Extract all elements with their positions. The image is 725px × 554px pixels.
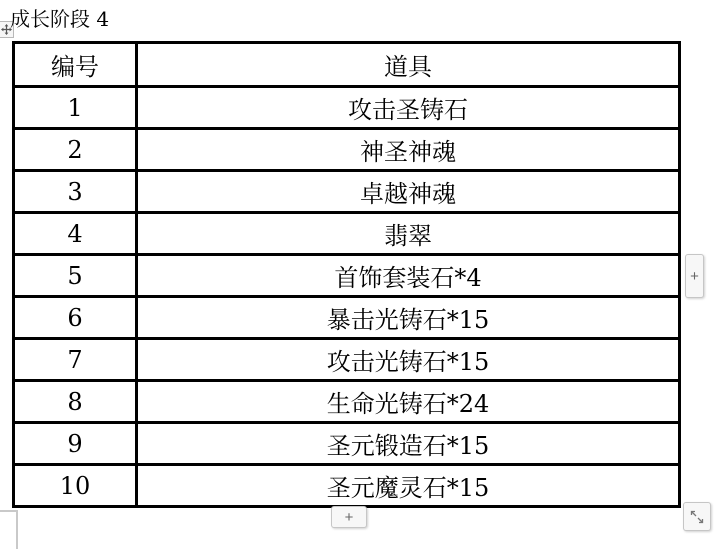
- table-body: [14, 87, 680, 507]
- item-name-cell[interactable]: 卓越神魂: [137, 171, 680, 213]
- table-row: [14, 465, 680, 507]
- item-name-cell[interactable]: 生命光铸石*24: [137, 381, 680, 423]
- header-cell-number[interactable]: 编号: [14, 43, 137, 87]
- item-name-cell[interactable]: 暴击光铸石*15: [137, 297, 680, 339]
- table-row: [14, 255, 680, 297]
- row-number-cell[interactable]: 7: [14, 339, 137, 381]
- text-boundary-corner-horizontal: [0, 510, 17, 512]
- table-resize-handle[interactable]: [683, 502, 711, 531]
- row-number-cell[interactable]: 2: [14, 129, 137, 171]
- item-name-cell[interactable]: 攻击光铸石*15: [137, 339, 680, 381]
- table-row: [14, 129, 680, 171]
- item-name-cell[interactable]: 首饰套装石*4: [137, 255, 680, 297]
- table-row: [14, 213, 680, 255]
- table-row: [14, 381, 680, 423]
- table-header-row: [14, 43, 680, 87]
- table-row: [14, 423, 680, 465]
- text-boundary-corner-vertical: [16, 510, 18, 549]
- row-number-cell[interactable]: 3: [14, 171, 137, 213]
- table-row: [14, 171, 680, 213]
- item-name-cell[interactable]: 攻击圣铸石: [137, 87, 680, 129]
- header-cell-item[interactable]: 道具: [137, 43, 680, 87]
- table-row: [14, 339, 680, 381]
- table-row: [14, 87, 680, 129]
- resize-icon: [689, 509, 705, 525]
- item-name-cell[interactable]: 翡翠: [137, 213, 680, 255]
- item-name-cell[interactable]: 圣元锻造石*15: [137, 423, 680, 465]
- add-row-button[interactable]: +: [331, 506, 367, 528]
- row-number-cell[interactable]: 10: [14, 465, 137, 507]
- row-number-cell[interactable]: 6: [14, 297, 137, 339]
- add-column-button[interactable]: +: [685, 254, 704, 298]
- table-row: [14, 297, 680, 339]
- row-number-cell[interactable]: 5: [14, 255, 137, 297]
- row-number-cell[interactable]: 1: [14, 87, 137, 129]
- item-name-cell[interactable]: 神圣神魂: [137, 129, 680, 171]
- item-name-cell[interactable]: 圣元魔灵石*15: [137, 465, 680, 507]
- page-title[interactable]: 成长阶段 4: [10, 7, 110, 31]
- row-number-cell[interactable]: 8: [14, 381, 137, 423]
- row-number-cell[interactable]: 9: [14, 423, 137, 465]
- items-table: [12, 41, 681, 508]
- row-number-cell[interactable]: 4: [14, 213, 137, 255]
